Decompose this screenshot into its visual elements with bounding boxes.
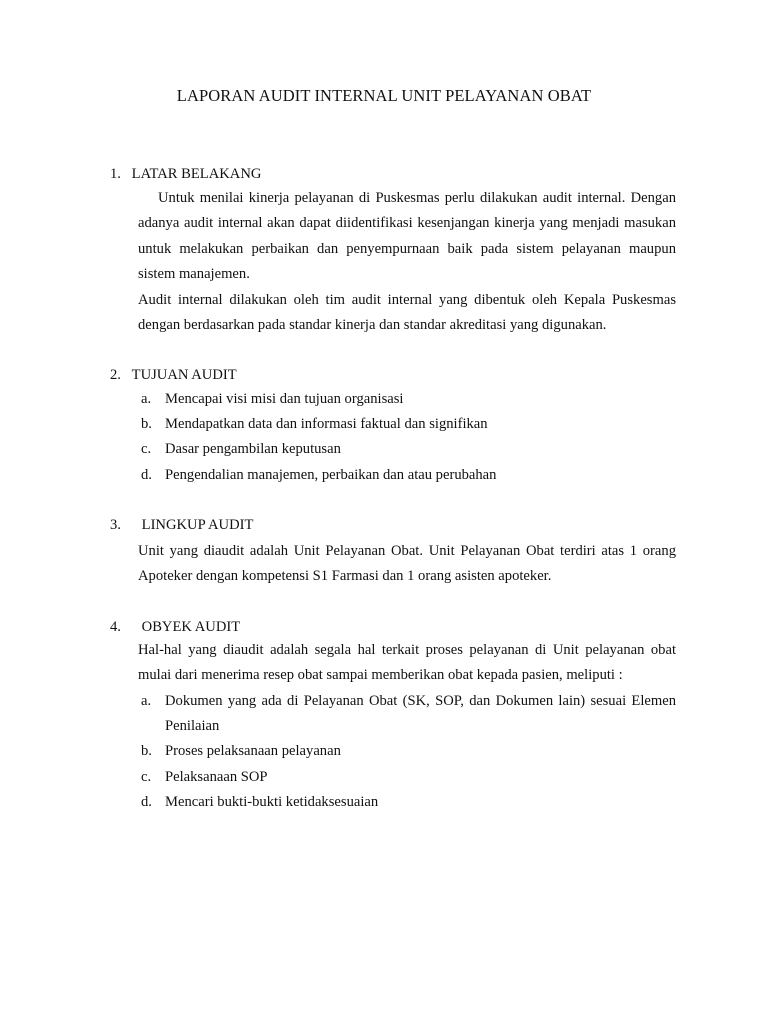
- list-item-label: b.: [141, 416, 152, 433]
- section-1-body: [138, 186, 676, 338]
- section-2-list: [138, 387, 676, 488]
- list-item-text: Pelaksanaan SOP: [165, 768, 268, 785]
- list-item-label: d.: [141, 793, 152, 810]
- list-item-text: Mencari bukti-bukti ketidaksesuaian: [165, 793, 379, 810]
- list-item-text: Pengendalian manajemen, perbaikan dan atau perubahan: [165, 466, 497, 483]
- list-item-text: Dasar pengambilan keputusan: [165, 441, 341, 458]
- list-item: [138, 437, 676, 462]
- list-item-label: a.: [141, 391, 152, 407]
- list-item: [138, 387, 676, 412]
- list-item-text: Mencapai visi misi dan tujuan organisasi: [165, 391, 404, 407]
- section-2-heading: [110, 365, 237, 385]
- list-item: [138, 412, 676, 437]
- list-item-text: Mendapatkan data dan informasi faktual dan signifikan: [165, 416, 488, 433]
- section-1-title: LATAR BELAKANG: [131, 166, 262, 182]
- section-3-body: [138, 539, 676, 590]
- section-4-title: OBYEK AUDIT: [141, 619, 241, 635]
- section-1-number: 1.: [110, 166, 121, 182]
- section-3-paragraph-1: Unit yang diaudit adalah Unit Pelayanan Obat. Unit Pelayanan Obat terdiri atas 1 orang Apoteker dengan kompetensi S1 Farmasi dan 1 orang asisten apoteker.: [138, 543, 676, 585]
- section-4-heading: [110, 617, 240, 637]
- list-item: [138, 463, 676, 488]
- list-item: [138, 689, 676, 739]
- list-item: [138, 790, 676, 815]
- list-item-label: c.: [141, 768, 152, 785]
- list-item-label: c.: [141, 441, 152, 458]
- section-4-list: [138, 689, 676, 815]
- section-4-number: 4.: [110, 619, 121, 635]
- section-3-heading: [110, 515, 253, 535]
- section-1-heading: [110, 164, 261, 184]
- document-title: LAPORAN AUDIT INTERNAL UNIT PELAYANAN OBAT: [176, 86, 592, 105]
- section-2-title: TUJUAN AUDIT: [131, 367, 237, 383]
- section-1-paragraph-2: Audit internal dilakukan oleh tim audit internal yang dibentuk oleh Kepala Puskesmas dengan berdasarkan pada standar kinerja dan standar akreditasi yang digunakan.: [138, 291, 676, 334]
- list-item-text: Dokumen yang ada di Pelayanan Obat (SK, SOP, dan Dokumen lain) sesuai Elemen Penilaian: [165, 693, 676, 735]
- section-3-title: LINGKUP AUDIT: [141, 517, 254, 533]
- list-item: [138, 765, 676, 790]
- section-4-paragraph-1: Hal-hal yang diaudit adalah segala hal terkait proses pelayanan di Unit pelayanan obat mulai dari menerima resep obat sampai memberikan obat kepada pasien, meliputi :: [138, 642, 676, 684]
- list-item: [138, 739, 676, 764]
- section-1-paragraph-1: Untuk menilai kinerja pelayanan di Puskesmas perlu dilakukan audit internal. Dengan adanya audit internal akan dapat diidentifikasi kesenjangan kinerja yang menjadi masukan untuk melakukan perbaikan dan penyempurnaan baik pada sistem pelayanan maupun sistem manajemen.: [138, 190, 676, 283]
- section-2-number: 2.: [110, 367, 121, 383]
- list-item-label: b.: [141, 743, 152, 760]
- list-item-text: Proses pelaksanaan pelayanan: [165, 743, 341, 760]
- list-item-label: d.: [141, 466, 152, 483]
- section-3-number: 3.: [110, 517, 121, 533]
- list-item-label: a.: [141, 693, 152, 709]
- section-4-body: [138, 638, 676, 689]
